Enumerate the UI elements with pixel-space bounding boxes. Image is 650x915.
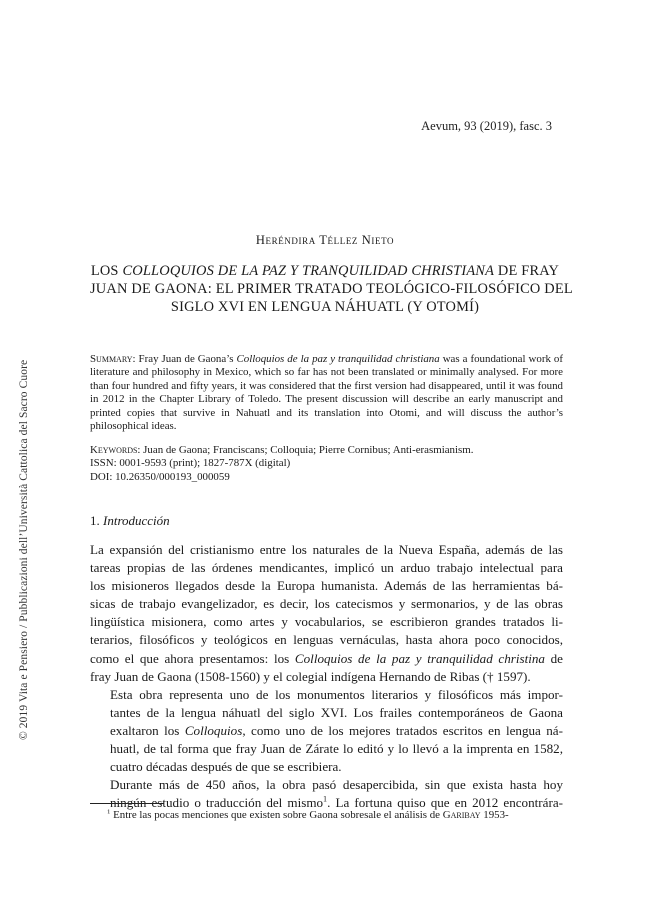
paragraph-1 xyxy=(90,541,563,686)
article-title xyxy=(90,262,573,316)
title-italic-work: COLLOQUIOS DE LA PAZ Y TRANQUILIDAD CHRISTIANA xyxy=(122,263,495,279)
italic-work-title: Colloquios xyxy=(184,722,243,738)
footnote-text: 1953- xyxy=(480,809,509,821)
summary-italic-work: Colloquios de la paz y tranquilidad christiana xyxy=(236,353,440,365)
summary-abstract xyxy=(90,353,563,433)
title-text: DE FRAY xyxy=(494,263,560,279)
issn-line: ISSN: 0001-9593 (print); 1827-787X (digital) xyxy=(90,457,291,470)
text-run: ningún estudio o traducción del mismo xyxy=(110,795,324,811)
doi-line: DOI: 10.26350/000193_000059 xyxy=(90,470,230,483)
keywords-text: Juan de Gaona; Franciscans; Colloquia; Pierre Cornibus; Anti-erasmianism. xyxy=(140,444,474,456)
text-line: huatl, de tal forma que fray Juan de Zárate lo editó y lo llevó a la imprenta en 1582, xyxy=(110,741,563,757)
footnote-marker: 1 xyxy=(107,808,111,816)
text-line: La expansión del cristianismo entre los naturales de la Nueva España, además de las xyxy=(90,542,563,557)
text-line: fray Juan de Gaona (1508-1560) y el colegial indígena Hernando de Ribas († 1597). xyxy=(90,668,531,684)
text-run: exaltaron los xyxy=(110,722,185,738)
text-run: como el que ahora presentamos: los xyxy=(90,650,295,666)
text-line: Esta obra representa uno de los monumentos literarios y filosóficos más impor- xyxy=(110,686,563,702)
summary-text: was a foundational work of literature and philosophy in Mexico, which so far has not been translated or minimally analysed. For more than four hundred and fifty years, it was considered that the first version had disappeared, until it was found in 2012 in the Chapter Library of Toledo. The present discussion will describe an early manuscript and printed copies that survive in Nahuatl and its translation into Otomi, and will discuss the author’s philosophical ideas. xyxy=(90,353,563,433)
summary-text: Fray Juan de Gaona’s xyxy=(135,353,237,365)
footnote-1 xyxy=(90,809,563,822)
text-run: . La fortuna quiso que en 2012 encontrára- xyxy=(327,795,563,811)
footnote-reference[interactable]: 1 xyxy=(323,794,328,804)
title-line-1 xyxy=(90,262,560,280)
text-run: , como uno de los mejores tratados escritos en lengua ná- xyxy=(242,722,563,738)
text-line xyxy=(90,722,563,740)
text-line: tantes de la lengua náhuatl del siglo XVI. Los frailes contemporáneos de Gaona xyxy=(110,704,563,720)
keywords-label: Keywords: xyxy=(90,444,141,456)
copyright-side-note: © 2019 Vita e Pensiero / Pubblicazioni dell’Università Cattolica del Sacro Cuore xyxy=(18,359,30,740)
section-title: Introducción xyxy=(103,513,170,528)
text-line: los misioneros llegados desde la Europa humanista. Además de las herramientas bá- xyxy=(90,578,563,594)
italic-work-title: Colloquios de la paz y tranquilidad christina xyxy=(294,650,545,666)
footnote-text: Entre las pocas menciones que existen sobre Gaona sobresale el análisis de xyxy=(110,809,443,821)
title-line-3: SIGLO XVI EN LENGUA NÁHUATL (Y OTOMÍ) xyxy=(170,299,480,315)
section-heading xyxy=(90,513,170,529)
text-line: terarios, filosóficos y teológicos en lenguas vernáculas, hasta ahora poco conocidos, xyxy=(90,632,563,648)
title-line-2: JUAN DE GAONA: EL PRIMER TRATADO TEOLÓGICO-FILOSÓFICO DEL xyxy=(90,281,573,297)
text-line: Durante más de 450 años, la obra pasó desapercibida, sin que exista hasta hoy xyxy=(110,777,563,793)
summary-label: Summary: xyxy=(90,353,136,365)
text-line: lingüística misionera, como artes y vocabularios, se escribieron grandes tratados li- xyxy=(90,614,563,630)
text-line: cuatro décadas después de que se escribiera. xyxy=(110,759,342,775)
text-run: de xyxy=(544,650,563,666)
author-name: Heréndira Téllez Nieto xyxy=(255,233,395,247)
paragraph-3 xyxy=(90,776,563,812)
footnote-separator xyxy=(90,803,164,804)
section-number: 1. xyxy=(90,513,103,528)
paragraph-2 xyxy=(90,686,563,776)
title-text: LOS xyxy=(90,263,123,279)
article-metadata xyxy=(90,444,563,484)
text-line: sicas de trabajo evangelizador, es decir, los catecismos y sermonarios, y de las obras xyxy=(90,596,563,612)
keywords-line xyxy=(90,444,563,457)
body-text xyxy=(90,541,563,812)
text-line xyxy=(90,650,563,668)
text-line: tareas propias de las órdenes mendicantes, implicó un arduo trabajo intelectual para xyxy=(90,560,563,576)
footnote-author-name: Garibay xyxy=(442,809,481,821)
journal-reference: Aevum, 93 (2019), fasc. 3 xyxy=(421,119,552,133)
